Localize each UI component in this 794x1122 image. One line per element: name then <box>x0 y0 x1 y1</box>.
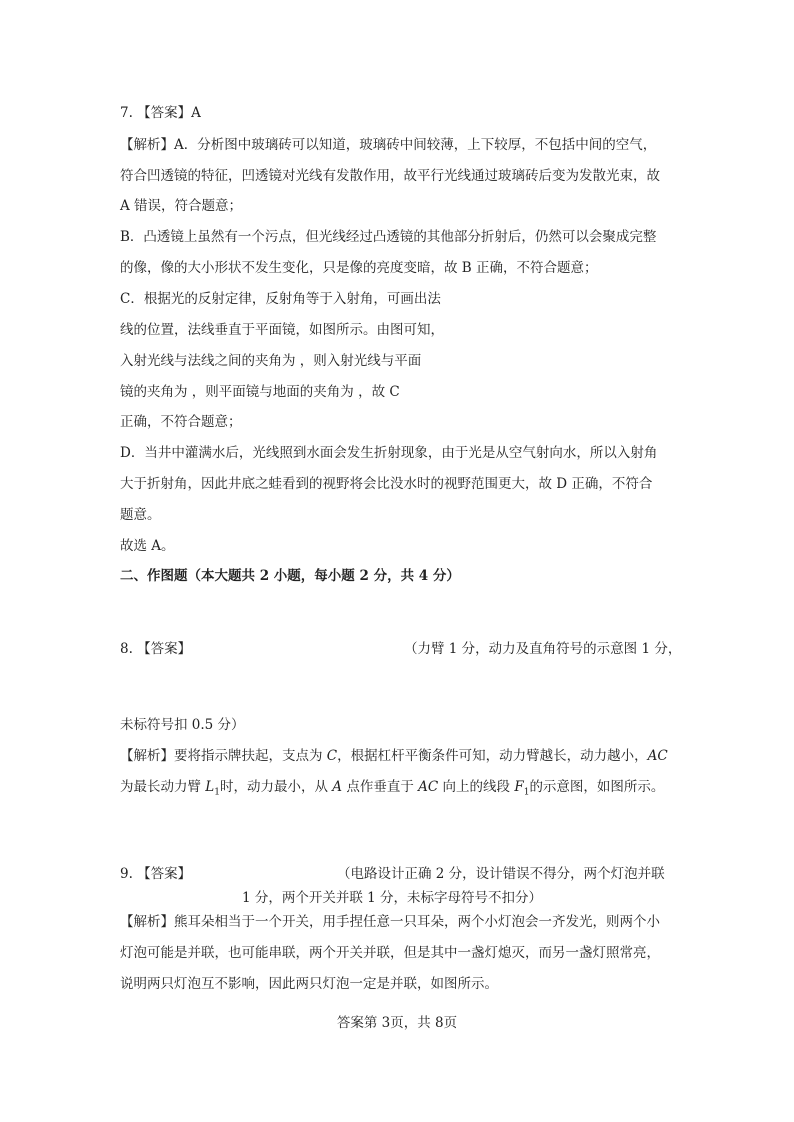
q9-scoring-line-2: 1 分，两个开关并联 1 分，未标字母符号不扣分） <box>242 890 543 906</box>
q7-conclusion: 故选 A。 <box>120 538 175 554</box>
q7-option-c-line-3: 入射光线与法线之间的夹角为 ，则入射光线与平面 <box>120 353 422 369</box>
q8-analysis-line-2: 为最长动力臂 $L_1$时，动力最小，从 A 点作垂直于 AC 向上的线段 $F_1$的示意图，如图所示。 <box>120 779 665 798</box>
q7-option-d-line-3: 题意。 <box>120 507 161 523</box>
q7-option-c-line-2: 线的位置，法线垂直于平面镜，如图所示。由图可知， <box>120 322 444 338</box>
q7-analysis-line-1: 【解析】A．分析图中玻璃砖可以知道，玻璃砖中间较薄，上下较厚，不包括中间的空气， <box>120 137 657 153</box>
q8-scoring-line-1: （力臂 1 分，动力及直角符号的示意图 1 分， <box>404 641 682 657</box>
q7-analysis-line-2: 符合凹透镜的特征，凹透镜对光线有发散作用，故平行光线通过玻璃砖后变为发散光束，故 <box>120 168 660 184</box>
q8-analysis-line-1: 【解析】要将指示牌扶起，支点为 C，根据杠杆平衡条件可知，动力臂越长，动力越小，AC <box>120 748 668 764</box>
page-footer: 答案第 3页，共 8页 <box>336 1015 458 1031</box>
q7-option-d-line-2: 大于折射角，因此井底之蛙看到的视野将会比没水时的视野范围更大，故 D 正确，不符合 <box>120 476 653 492</box>
q7-option-c-line-5: 正确，不符合题意； <box>120 414 242 430</box>
q9-analysis-line-1: 【解析】熊耳朵相当于一个开关，用手捏任意一只耳朵，两个小灯泡会一齐发光，则两个小 <box>120 914 660 930</box>
q7-option-c-line-4: 镜的夹角为 ，则平面镜与地面的夹角为 ，故 C <box>120 384 400 400</box>
q8-scoring-line-2: 未标符号扣 0.5 分） <box>120 717 245 733</box>
q9-scoring-line-1: （电路设计正确 2 分，设计错误不得分，两个灯泡并联 <box>337 866 665 882</box>
q7-option-b-line-2: 的像，像的大小形状不发生变化，只是像的亮度变暗，故 B 正确，不符合题意； <box>120 260 598 276</box>
q8-answer-label: 8. 【答案】 <box>120 641 192 657</box>
section-heading: 二、作图题（本大题共 2 小题，每小题 2 分，共 4 分） <box>120 568 460 584</box>
q7-analysis-line-3: A 错误，符合题意； <box>120 198 243 214</box>
q9-analysis-line-2: 灯泡可能是并联，也可能串联，两个开关并联，但是其中一盏灯熄灭，而另一盏灯照常亮， <box>120 945 660 961</box>
q7-option-b-line-1: B．凸透镜上虽然有一个污点，但光线经过凸透镜的其他部分折射后，仍然可以会聚成完整 <box>120 229 657 245</box>
q9-analysis-line-3: 说明两只灯泡互不影响，因此两只灯泡一定是并联，如图所示。 <box>120 976 498 992</box>
q7-option-d-line-1: D．当井中灌满水后，光线照到水面会发生折射现象，由于光是从空气射向水，所以入射角 <box>120 445 658 461</box>
q7-answer: 7. 【答案】A <box>120 105 201 121</box>
q7-option-c-line-1: C．根据光的反射定律，反射角等于入射角，可画出法 <box>120 291 441 307</box>
q9-answer-label: 9. 【答案】 <box>120 866 192 882</box>
